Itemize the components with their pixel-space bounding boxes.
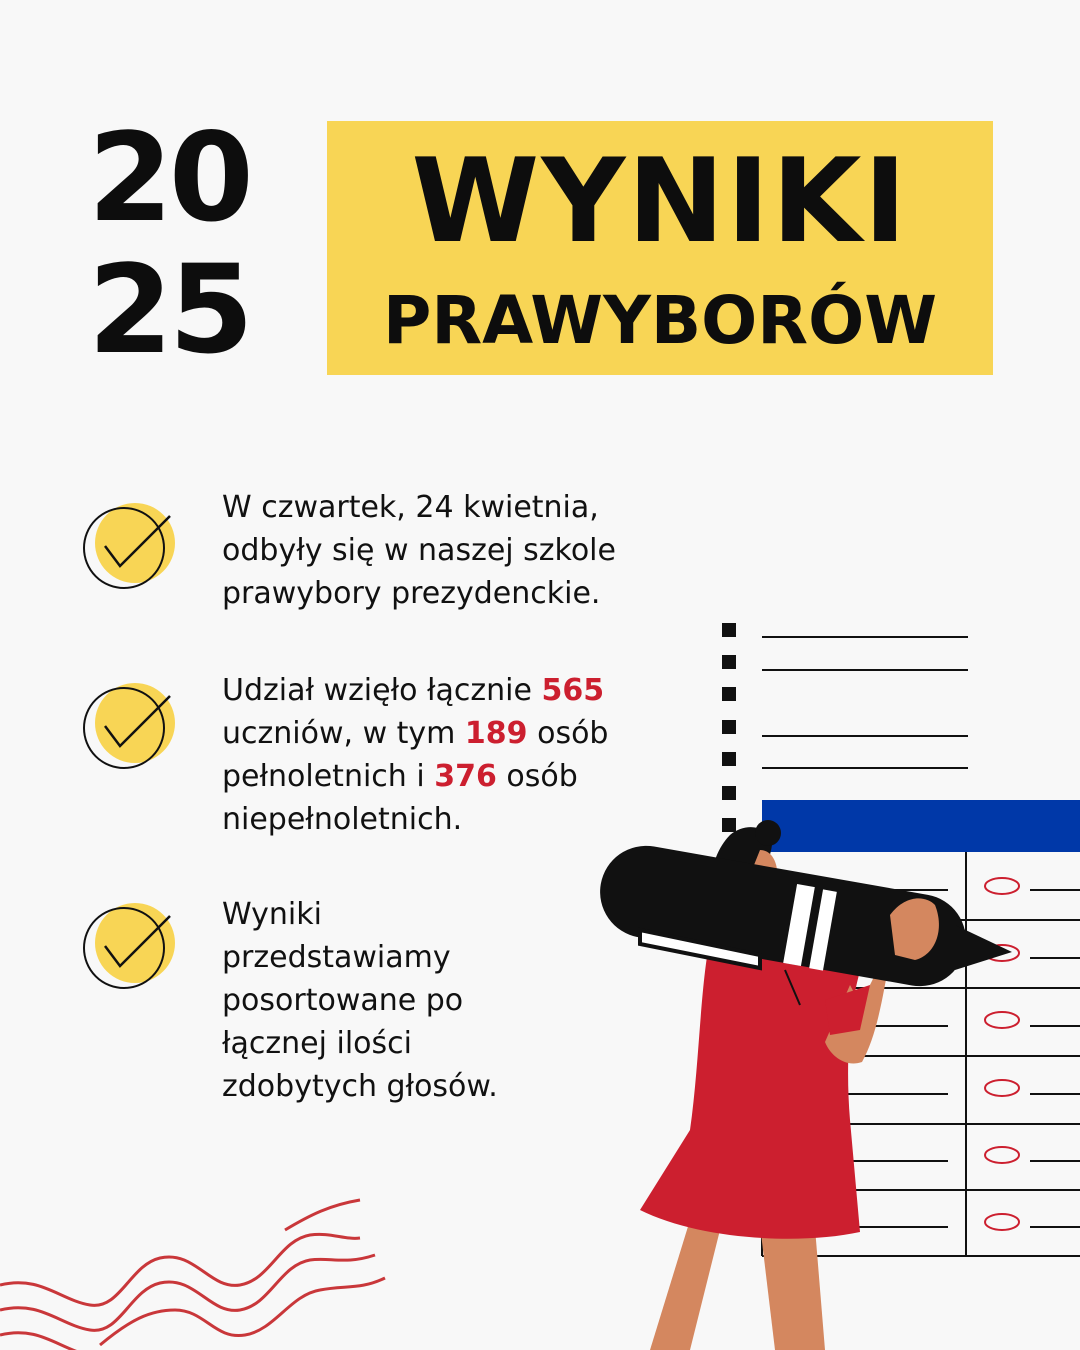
point-3-text: Wyniki przedstawiamy posortowane po łącznej ilości zdobytych głosów. [222, 897, 498, 1104]
year-top: 20 [88, 107, 250, 249]
ballot-bullets [722, 623, 736, 832]
year-bottom: 25 [88, 239, 250, 381]
ballot-lines [762, 637, 968, 768]
wave-decoration [0, 1200, 385, 1350]
point-2-text-c: osób pełnoletnich i [222, 716, 609, 794]
ballot-header-bar [762, 800, 1080, 852]
page-title: WYNIKI [411, 134, 909, 269]
adult-voters-number: 189 [464, 716, 528, 751]
minor-voters-number: 376 [434, 759, 497, 794]
point-2-text-a: Udział wzięło łącznie [222, 673, 542, 708]
point-2-text-b: uczniów, w tym [222, 716, 465, 751]
total-voters-number: 565 [541, 673, 605, 708]
point-1-text: W czwartek, 24 kwietnia, odbyły się w naszej szkole prawybory prezydenckie. [222, 490, 616, 611]
woman-figure [593, 820, 1012, 1350]
page-subtitle: PRAWYBORÓW [382, 282, 938, 359]
point-2-text-d: osób niepełnoletnich. [222, 759, 578, 837]
